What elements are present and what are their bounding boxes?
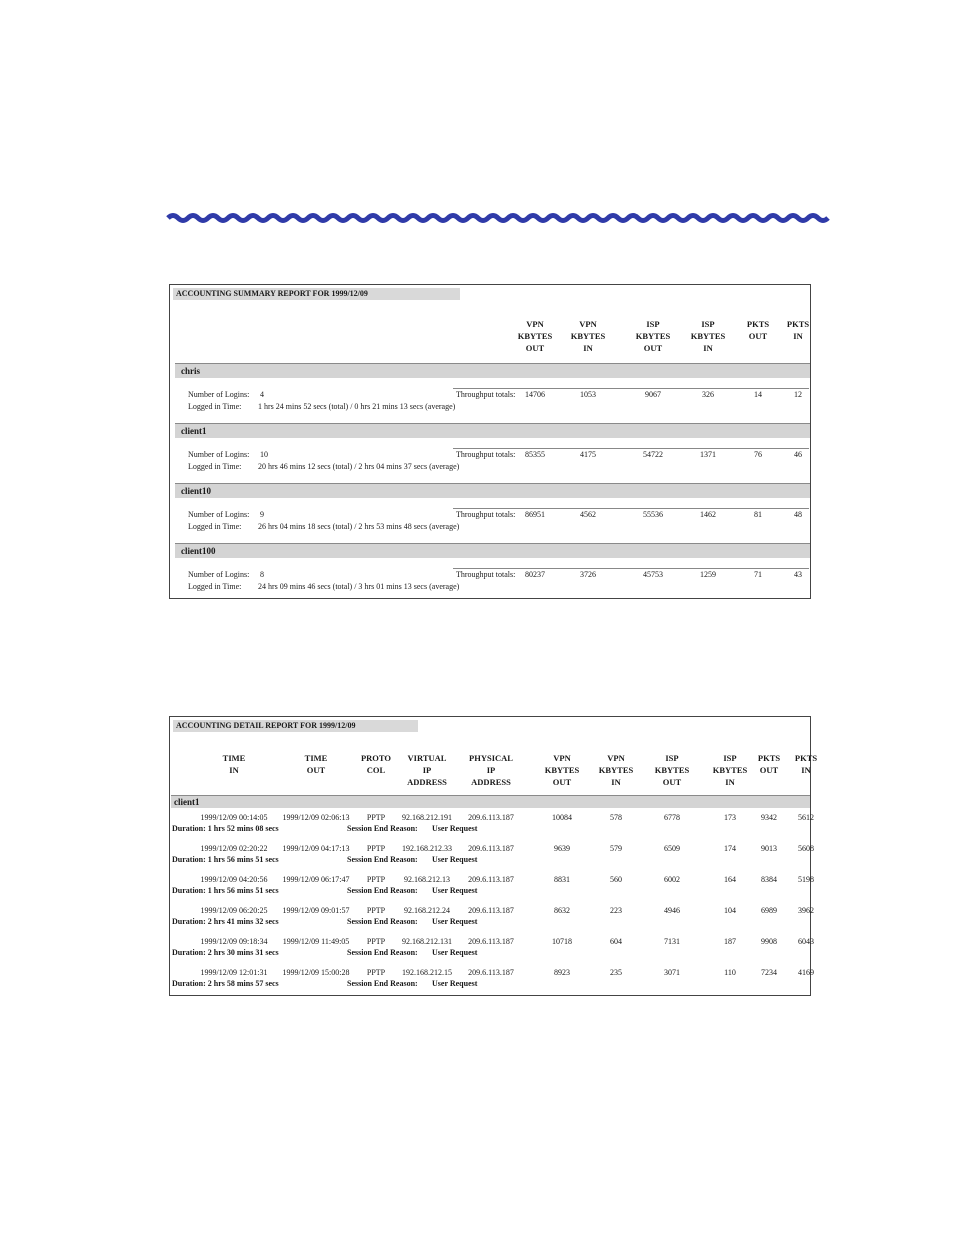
detail-cell-time-in: 1999/12/09 06:20:25: [200, 906, 268, 915]
detail-cell-physical-ip: 209.6.113.187: [468, 844, 514, 853]
detail-cell-pkts-out: 7234: [761, 968, 777, 977]
throughput-value: 55536: [643, 510, 663, 519]
session-end-reason: User Request: [432, 979, 478, 988]
detail-cell-time-out: 1999/12/09 02:06:13: [282, 813, 350, 822]
detail-cell-proto: PPTP: [366, 906, 386, 915]
detail-col-header: TIME OUT: [304, 753, 328, 775]
detail-cell-vpn-in: 223: [610, 906, 622, 915]
throughput-value: 85355: [525, 450, 545, 459]
detail-cell-pkts-out: 9013: [761, 844, 777, 853]
summary-report-panel: [169, 284, 811, 599]
detail-col-header: VPN KBYTES OUT: [544, 753, 580, 787]
throughput-label: Throughput totals:: [456, 450, 516, 459]
session-duration: Duration: 2 hrs 30 mins 31 secs: [172, 948, 279, 957]
logins-count: 10: [260, 450, 268, 459]
logged-time-value: 1 hrs 24 mins 52 secs (total) / 0 hrs 21 mins 13 secs (average): [258, 402, 456, 411]
throughput-value: 4175: [580, 450, 596, 459]
throughput-value: 1259: [700, 570, 716, 579]
summary-col-header: ISP KBYTES IN: [690, 319, 726, 353]
detail-cell-vpn-in: 579: [610, 844, 622, 853]
detail-cell-vpn-out: 8632: [554, 906, 570, 915]
detail-cell-pkts-in: 4169: [798, 968, 814, 977]
throughput-value: 3726: [580, 570, 596, 579]
summary-user-header: chris: [175, 363, 810, 378]
detail-cell-vpn-in: 560: [610, 875, 622, 884]
summary-user-header: client100: [175, 543, 810, 558]
detail-cell-virtual-ip: 92.168.212.13: [404, 875, 450, 884]
logins-count: 4: [260, 390, 264, 399]
logins-label: Number of Logins:: [188, 450, 250, 459]
detail-cell-physical-ip: 209.6.113.187: [468, 813, 514, 822]
detail-cell-pkts-out: 8384: [761, 875, 777, 884]
detail-cell-isp-out: 7131: [664, 937, 680, 946]
session-end-reason-label: Session End Reason:: [347, 886, 418, 895]
throughput-value: 14706: [525, 390, 545, 399]
detail-col-header: ISP KBYTES IN: [712, 753, 748, 787]
logins-label: Number of Logins:: [188, 510, 250, 519]
detail-cell-isp-in: 104: [724, 906, 736, 915]
session-duration: Duration: 1 hrs 56 mins 51 secs: [172, 855, 279, 864]
detail-cell-physical-ip: 209.6.113.187: [468, 937, 514, 946]
detail-cell-time-out: 1999/12/09 15:00:28: [282, 968, 350, 977]
detail-col-header: ISP KBYTES OUT: [654, 753, 690, 787]
logged-time-value: 24 hrs 09 mins 46 secs (total) / 3 hrs 01 mins 13 secs (average): [258, 582, 460, 591]
detail-cell-time-out: 1999/12/09 09:01:57: [282, 906, 350, 915]
summary-col-header: PKTS OUT: [746, 319, 770, 341]
detail-cell-isp-in: 187: [724, 937, 736, 946]
throughput-value: 14: [754, 390, 762, 399]
detail-cell-pkts-out: 6989: [761, 906, 777, 915]
detail-cell-proto: PPTP: [366, 875, 386, 884]
detail-cell-vpn-out: 10084: [552, 813, 572, 822]
throughput-value: 76: [754, 450, 762, 459]
detail-cell-physical-ip: 209.6.113.187: [468, 875, 514, 884]
logins-label: Number of Logins:: [188, 390, 250, 399]
session-end-reason: User Request: [432, 886, 478, 895]
throughput-label: Throughput totals:: [456, 390, 516, 399]
detail-cell-vpn-out: 9639: [554, 844, 570, 853]
wave-divider: [168, 211, 814, 225]
detail-cell-pkts-in: 6043: [798, 937, 814, 946]
summary-col-header: PKTS IN: [786, 319, 810, 341]
session-end-reason: User Request: [432, 824, 478, 833]
logged-time-label: Logged in Time:: [188, 402, 242, 411]
logged-time-label: Logged in Time:: [188, 522, 242, 531]
detail-cell-isp-in: 173: [724, 813, 736, 822]
detail-col-header: VPN KBYTES IN: [598, 753, 634, 787]
detail-cell-isp-out: 6509: [664, 844, 680, 853]
throughput-value: 81: [754, 510, 762, 519]
detail-col-header: VIRTUAL IP ADDRESS: [407, 753, 447, 787]
throughput-value: 80237: [525, 570, 545, 579]
session-end-reason-label: Session End Reason:: [347, 855, 418, 864]
detail-cell-isp-out: 3071: [664, 968, 680, 977]
session-end-reason-label: Session End Reason:: [347, 948, 418, 957]
logins-label: Number of Logins:: [188, 570, 250, 579]
detail-cell-time-out: 1999/12/09 11:49:05: [282, 937, 350, 946]
summary-col-header: VPN KBYTES OUT: [517, 319, 553, 353]
detail-cell-time-in: 1999/12/09 09:18:34: [200, 937, 268, 946]
detail-cell-isp-in: 110: [724, 968, 736, 977]
detail-cell-vpn-out: 8831: [554, 875, 570, 884]
session-duration: Duration: 2 hrs 41 mins 32 secs: [172, 917, 279, 926]
detail-cell-vpn-out: 8923: [554, 968, 570, 977]
logins-count: 8: [260, 570, 264, 579]
detail-cell-pkts-in: 5198: [798, 875, 814, 884]
session-end-reason: User Request: [432, 948, 478, 957]
detail-cell-vpn-out: 10718: [552, 937, 572, 946]
detail-cell-time-in: 1999/12/09 12:01:31: [200, 968, 268, 977]
session-end-reason: User Request: [432, 855, 478, 864]
detail-cell-vpn-in: 578: [610, 813, 622, 822]
throughput-value: 71: [754, 570, 762, 579]
detail-cell-physical-ip: 209.6.113.187: [468, 906, 514, 915]
detail-group-header: client1: [171, 795, 810, 808]
detail-cell-time-in: 1999/12/09 00:14:05: [200, 813, 268, 822]
detail-cell-pkts-out: 9908: [761, 937, 777, 946]
detail-cell-isp-out: 6002: [664, 875, 680, 884]
detail-cell-virtual-ip: 192.168.212.33: [402, 844, 452, 853]
logins-count: 9: [260, 510, 264, 519]
throughput-value: 45753: [643, 570, 663, 579]
throughput-value: 9067: [645, 390, 661, 399]
detail-cell-virtual-ip: 92.168.212.24: [404, 906, 450, 915]
detail-cell-time-out: 1999/12/09 06:17:47: [282, 875, 350, 884]
throughput-value: 12: [794, 390, 802, 399]
throughput-label: Throughput totals:: [456, 570, 516, 579]
throughput-value: 54722: [643, 450, 663, 459]
session-duration: Duration: 2 hrs 58 mins 57 secs: [172, 979, 279, 988]
detail-col-header: PKTS IN: [794, 753, 818, 775]
detail-cell-proto: PPTP: [366, 813, 386, 822]
detail-cell-isp-out: 6778: [664, 813, 680, 822]
detail-cell-pkts-in: 5608: [798, 844, 814, 853]
throughput-value: 4562: [580, 510, 596, 519]
detail-col-header: TIME IN: [222, 753, 246, 775]
summary-report-title: ACCOUNTING SUMMARY REPORT FOR 1999/12/09: [173, 288, 460, 300]
detail-cell-proto: PPTP: [366, 844, 386, 853]
session-end-reason-label: Session End Reason:: [347, 979, 418, 988]
summary-user-header: client10: [175, 483, 810, 498]
session-end-reason-label: Session End Reason:: [347, 917, 418, 926]
detail-cell-vpn-in: 235: [610, 968, 622, 977]
detail-report-panel: [169, 716, 818, 996]
detail-cell-proto: PPTP: [366, 937, 386, 946]
throughput-value: 86951: [525, 510, 545, 519]
session-duration: Duration: 1 hrs 52 mins 08 secs: [172, 824, 279, 833]
detail-cell-isp-out: 4946: [664, 906, 680, 915]
summary-col-header: VPN KBYTES IN: [570, 319, 606, 353]
throughput-value: 43: [794, 570, 802, 579]
summary-col-header: ISP KBYTES OUT: [635, 319, 671, 353]
logged-time-value: 26 hrs 04 mins 18 secs (total) / 2 hrs 53 mins 48 secs (average): [258, 522, 460, 531]
detail-col-header: PROTO COL: [360, 753, 392, 775]
detail-cell-physical-ip: 209.6.113.187: [468, 968, 514, 977]
throughput-value: 46: [794, 450, 802, 459]
detail-cell-virtual-ip: 92.168.212.131: [402, 937, 452, 946]
detail-cell-vpn-in: 604: [610, 937, 622, 946]
session-end-reason: User Request: [432, 917, 478, 926]
detail-cell-time-out: 1999/12/09 04:17:13: [282, 844, 350, 853]
throughput-value: 326: [702, 390, 714, 399]
summary-user-header: client1: [175, 423, 810, 438]
throughput-value: 48: [794, 510, 802, 519]
throughput-value: 1462: [700, 510, 716, 519]
detail-col-header: PKTS OUT: [757, 753, 781, 775]
detail-cell-pkts-out: 9342: [761, 813, 777, 822]
detail-cell-pkts-in: 5612: [798, 813, 814, 822]
detail-col-header: PHYSICAL IP ADDRESS: [469, 753, 513, 787]
throughput-value: 1371: [700, 450, 716, 459]
detail-report-title: ACCOUNTING DETAIL REPORT FOR 1999/12/09: [173, 720, 418, 732]
detail-cell-virtual-ip: 192.168.212.15: [402, 968, 452, 977]
logged-time-label: Logged in Time:: [188, 462, 242, 471]
logged-time-label: Logged in Time:: [188, 582, 242, 591]
throughput-value: 1053: [580, 390, 596, 399]
logged-time-value: 20 hrs 46 mins 12 secs (total) / 2 hrs 04 mins 37 secs (average): [258, 462, 460, 471]
detail-cell-time-in: 1999/12/09 02:20:22: [200, 844, 268, 853]
detail-cell-pkts-in: 3962: [798, 906, 814, 915]
session-end-reason-label: Session End Reason:: [347, 824, 418, 833]
throughput-label: Throughput totals:: [456, 510, 516, 519]
detail-cell-time-in: 1999/12/09 04:20:56: [200, 875, 268, 884]
detail-cell-proto: PPTP: [366, 968, 386, 977]
detail-cell-virtual-ip: 92.168.212.191: [402, 813, 452, 822]
detail-cell-isp-in: 164: [724, 875, 736, 884]
detail-cell-isp-in: 174: [724, 844, 736, 853]
session-duration: Duration: 1 hrs 56 mins 51 secs: [172, 886, 279, 895]
